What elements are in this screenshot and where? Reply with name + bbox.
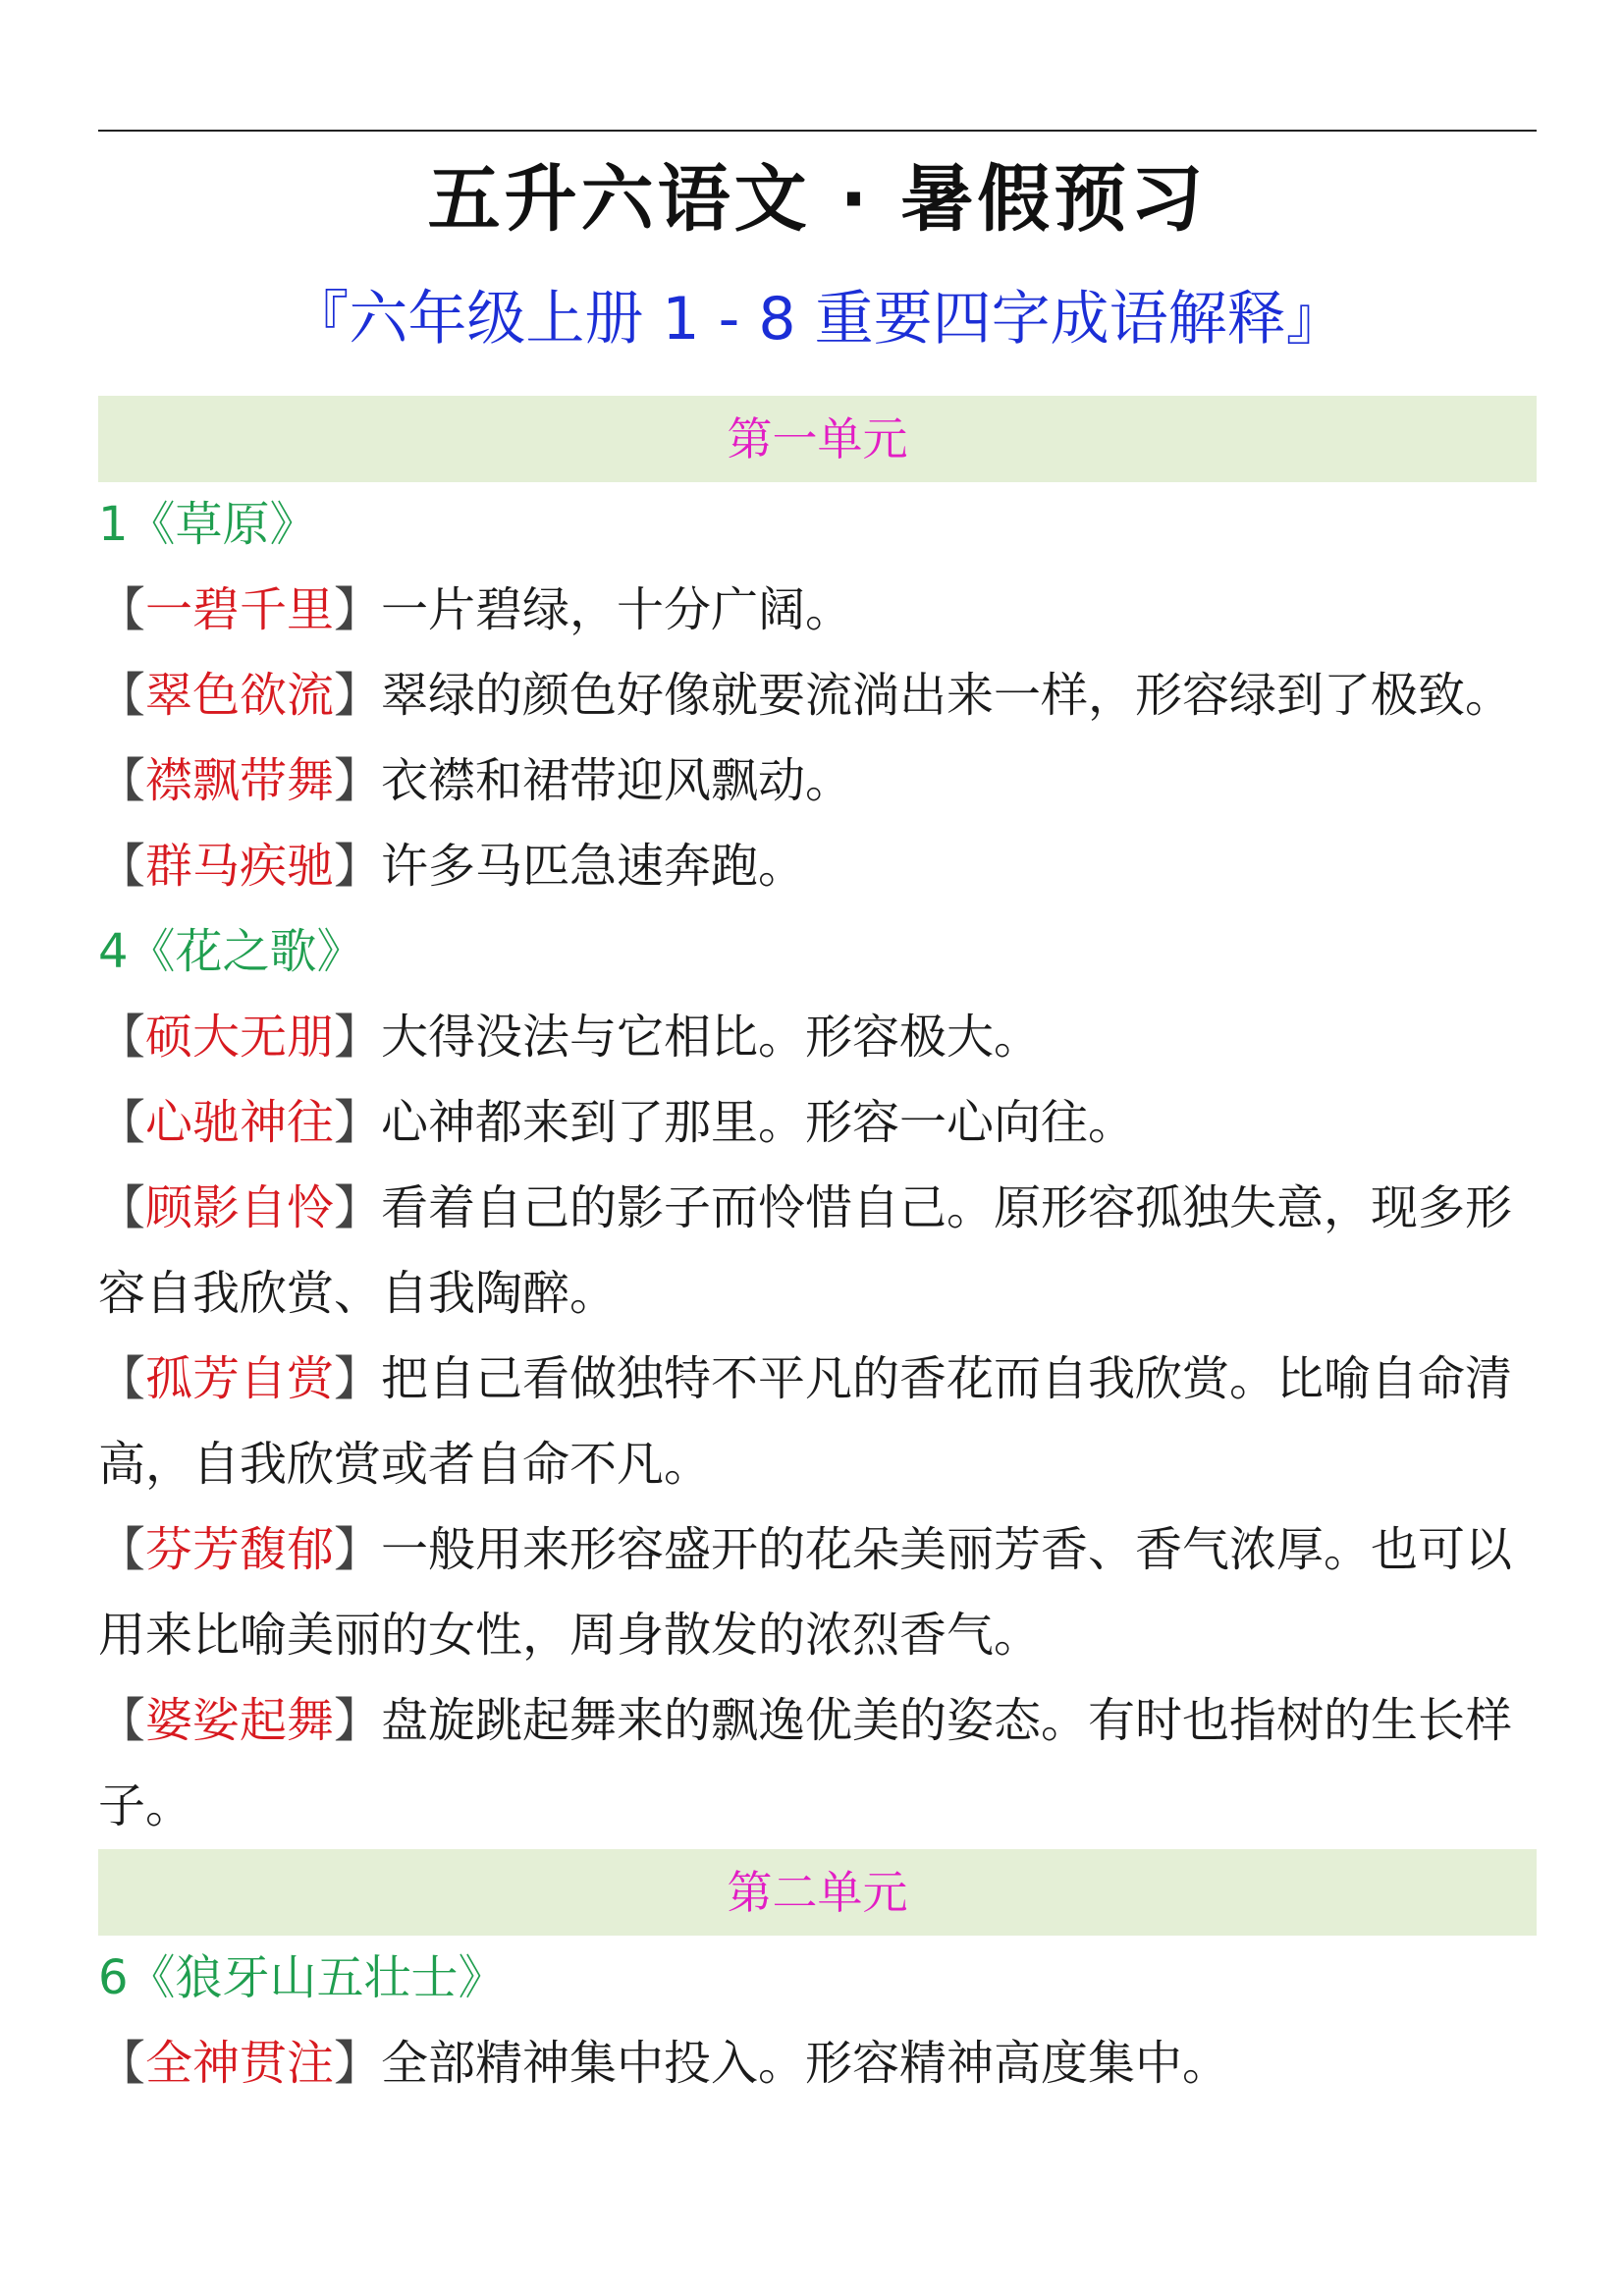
lesson-title: 1《草原》 (98, 497, 317, 552)
idiom-entry: 【襟飘带舞】衣襟和裙带迎风飘动。 (98, 753, 853, 808)
idiom-definition: 看着自己的影子而怜惜自己。原形容孤独失意，现多形容自我欣赏、自我陶醉。 (98, 1180, 1513, 1321)
idiom-entry: 【顾影自怜】看着自己的影子而怜惜自己。原形容孤独失意，现多形容自我欣赏、自我陶醉。 (98, 1180, 1513, 1321)
idiom-definition: 把自己看做独特不平凡的香花而自我欣赏。比喻自命清高，自我欣赏或者自命不凡。 (98, 1351, 1513, 1492)
idiom-term: 硕大无朋 (145, 1010, 335, 1065)
lesson-title: 4《花之歌》 (98, 924, 364, 979)
idiom-definition: 大得没法与它相比。形容极大。 (381, 1010, 1042, 1065)
idiom-term: 襟飘带舞 (145, 753, 335, 808)
idiom-term: 一碧千里 (145, 582, 335, 637)
idiom-entry: 【群马疾驰】许多马匹急速奔跑。 (98, 839, 806, 894)
idiom-definition: 许多马匹急速奔跑。 (381, 839, 806, 894)
idiom-term: 婆娑起舞 (145, 1693, 335, 1748)
idiom-entry: 【全神贯注】全部精神集中投入。形容精神高度集中。 (98, 2036, 1230, 2091)
unit-heading: 第二单元 (98, 1849, 1537, 1936)
top-divider (98, 130, 1537, 132)
content-area (98, 396, 1537, 2106)
idiom-definition: 一片碧绿，十分广阔。 (381, 582, 853, 637)
idiom-definition: 翠绿的颜色好像就要流淌出来一样，形容绿到了极致。 (381, 668, 1513, 723)
idiom-entry: 【婆娑起舞】盘旋跳起舞来的飘逸优美的姿态。有时也指树的生长样子。 (98, 1693, 1513, 1833)
idiom-entry: 【心驰神往】心神都来到了那里。形容一心向往。 (98, 1095, 1136, 1150)
unit-heading: 第一单元 (98, 396, 1537, 482)
idiom-definition: 衣襟和裙带迎风飘动。 (381, 753, 853, 808)
idiom-definition: 一般用来形容盛开的花朵美丽芳香、香气浓厚。也可以用来比喻美丽的女性，周身散发的浓烈香气。 (98, 1522, 1513, 1663)
page-title: 五升六语文 · 暑假预习 (427, 157, 1208, 242)
idiom-entry: 【一碧千里】一片碧绿，十分广阔。 (98, 582, 853, 637)
idiom-definition: 心神都来到了那里。形容一心向往。 (381, 1095, 1136, 1150)
idiom-term: 翠色欲流 (145, 668, 335, 723)
idiom-term: 顾影自怜 (145, 1180, 335, 1235)
idiom-entry: 【孤芳自赏】把自己看做独特不平凡的香花而自我欣赏。比喻自命清高，自我欣赏或者自命不凡。 (98, 1351, 1513, 1492)
idiom-term: 孤芳自赏 (145, 1351, 335, 1406)
idiom-term: 心驰神往 (145, 1095, 335, 1150)
idiom-entry: 【硕大无朋】大得没法与它相比。形容极大。 (98, 1010, 1042, 1065)
idiom-term: 芬芳馥郁 (145, 1522, 335, 1577)
idiom-entry: 【翠色欲流】翠绿的颜色好像就要流淌出来一样，形容绿到了极致。 (98, 668, 1513, 723)
idiom-definition: 全部精神集中投入。形容精神高度集中。 (381, 2036, 1230, 2091)
idiom-entry: 【芬芳馥郁】一般用来形容盛开的花朵美丽芳香、香气浓厚。也可以用来比喻美丽的女性，周身散发的浓烈香气。 (98, 1522, 1513, 1663)
idiom-term: 群马疾驰 (145, 839, 335, 894)
page-subtitle: 『六年级上册 1 - 8 重要四字成语解释』 (290, 285, 1345, 354)
idiom-definition: 盘旋跳起舞来的飘逸优美的姿态。有时也指树的生长样子。 (98, 1693, 1513, 1833)
idiom-term: 全神贯注 (145, 2036, 335, 2091)
lesson-title: 6《狼牙山五壮士》 (98, 1950, 506, 2005)
